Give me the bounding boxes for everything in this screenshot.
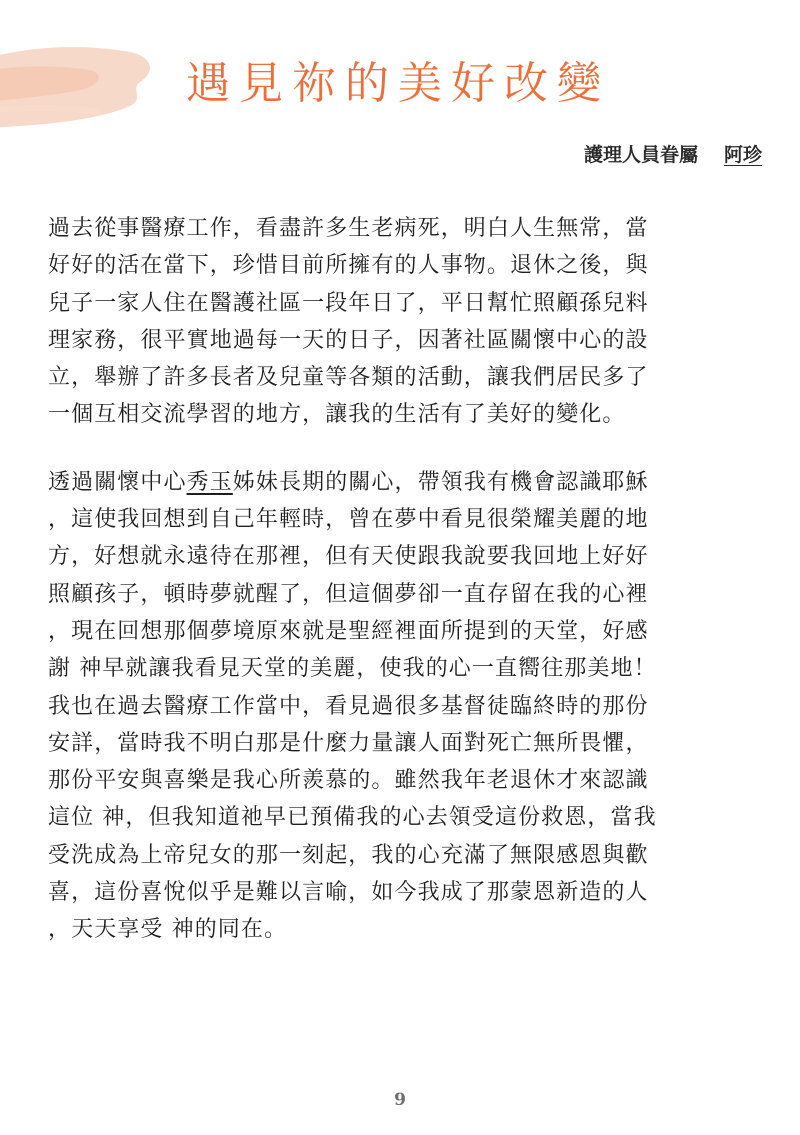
text-line: 謝 神早就讓我看見天堂的美麗，使我的心一直嚮往那美地！ <box>48 656 657 682</box>
text-line: 照顧孩子，頓時夢就醒了，但這個夢卻一直存留在我的心裡 <box>48 581 649 607</box>
text-line <box>48 464 748 501</box>
text-line: 我也在過去醫療工作當中，看見過很多基督徒臨終時的那份 <box>48 693 649 719</box>
text-line: 立，舉辦了許多長者及兒童等各類的活動，讓我們居民多了 <box>48 365 649 391</box>
article-body <box>48 210 748 949</box>
text-line: ，這使我回想到自己年輕時，曾在夢中看見很榮耀美麗的地 <box>48 507 649 533</box>
article-title: 遇見祢的美好改變 <box>186 58 610 109</box>
text-line: 受洗成為上帝兒女的那一刻起，我的心充滿了無限感恩與歡 <box>48 842 649 868</box>
paragraph-1 <box>48 210 748 434</box>
author-name: 阿珍 <box>723 144 762 166</box>
text-line: 那份平安與喜樂是我心所羨慕的。雖然我年老退休才來認識 <box>48 768 649 794</box>
text-line: 過去從事醫療工作，看盡許多生老病死，明白人生無常，當 <box>48 216 649 241</box>
text-line: 理家務，很平實地過每一天的日子，因著社區關懷中心的設 <box>48 327 649 353</box>
text-line: 喜，這份喜悅似乎是難以言喻，如今我成了那蒙恩新造的人 <box>48 880 649 906</box>
text-line: 一個互相交流學習的地方，讓我的生活有了美好的變化。 <box>48 402 626 428</box>
paragraph-2 <box>48 464 748 949</box>
text-fragment: 姊妹長期的關心，帶領我有機會認識耶穌 <box>232 469 649 495</box>
byline <box>584 141 762 169</box>
text-line: 這位 神，但我知道祂早已預備我的心去領受這份救恩，當我 <box>48 805 657 831</box>
underlined-name: 秀玉 <box>186 469 233 495</box>
text-line: 安詳，當時我不明白那是什麼力量讓人面對死亡無所畏懼， <box>48 730 649 756</box>
text-fragment: 透過關懷中心 <box>48 469 187 495</box>
page-number: 9 <box>394 1090 406 1110</box>
text-line: ，天天享受 神的同在。 <box>48 917 288 943</box>
author-role: 護理人員眷屬 <box>583 144 698 166</box>
text-line: 兒子一家人住在醫護社區一段年日了，平日幫忙照顧孫兒料 <box>48 290 649 316</box>
text-line: 方，好想就永遠待在那裡，但有天使跟我說要我回地上好好 <box>48 544 649 570</box>
text-line: 好好的活在當下，珍惜目前所擁有的人事物。退休之後，與 <box>48 253 649 279</box>
brush-stroke-decoration <box>0 30 170 140</box>
text-line: ，現在回想那個夢境原來就是聖經裡面所提到的天堂，好感 <box>48 618 649 644</box>
